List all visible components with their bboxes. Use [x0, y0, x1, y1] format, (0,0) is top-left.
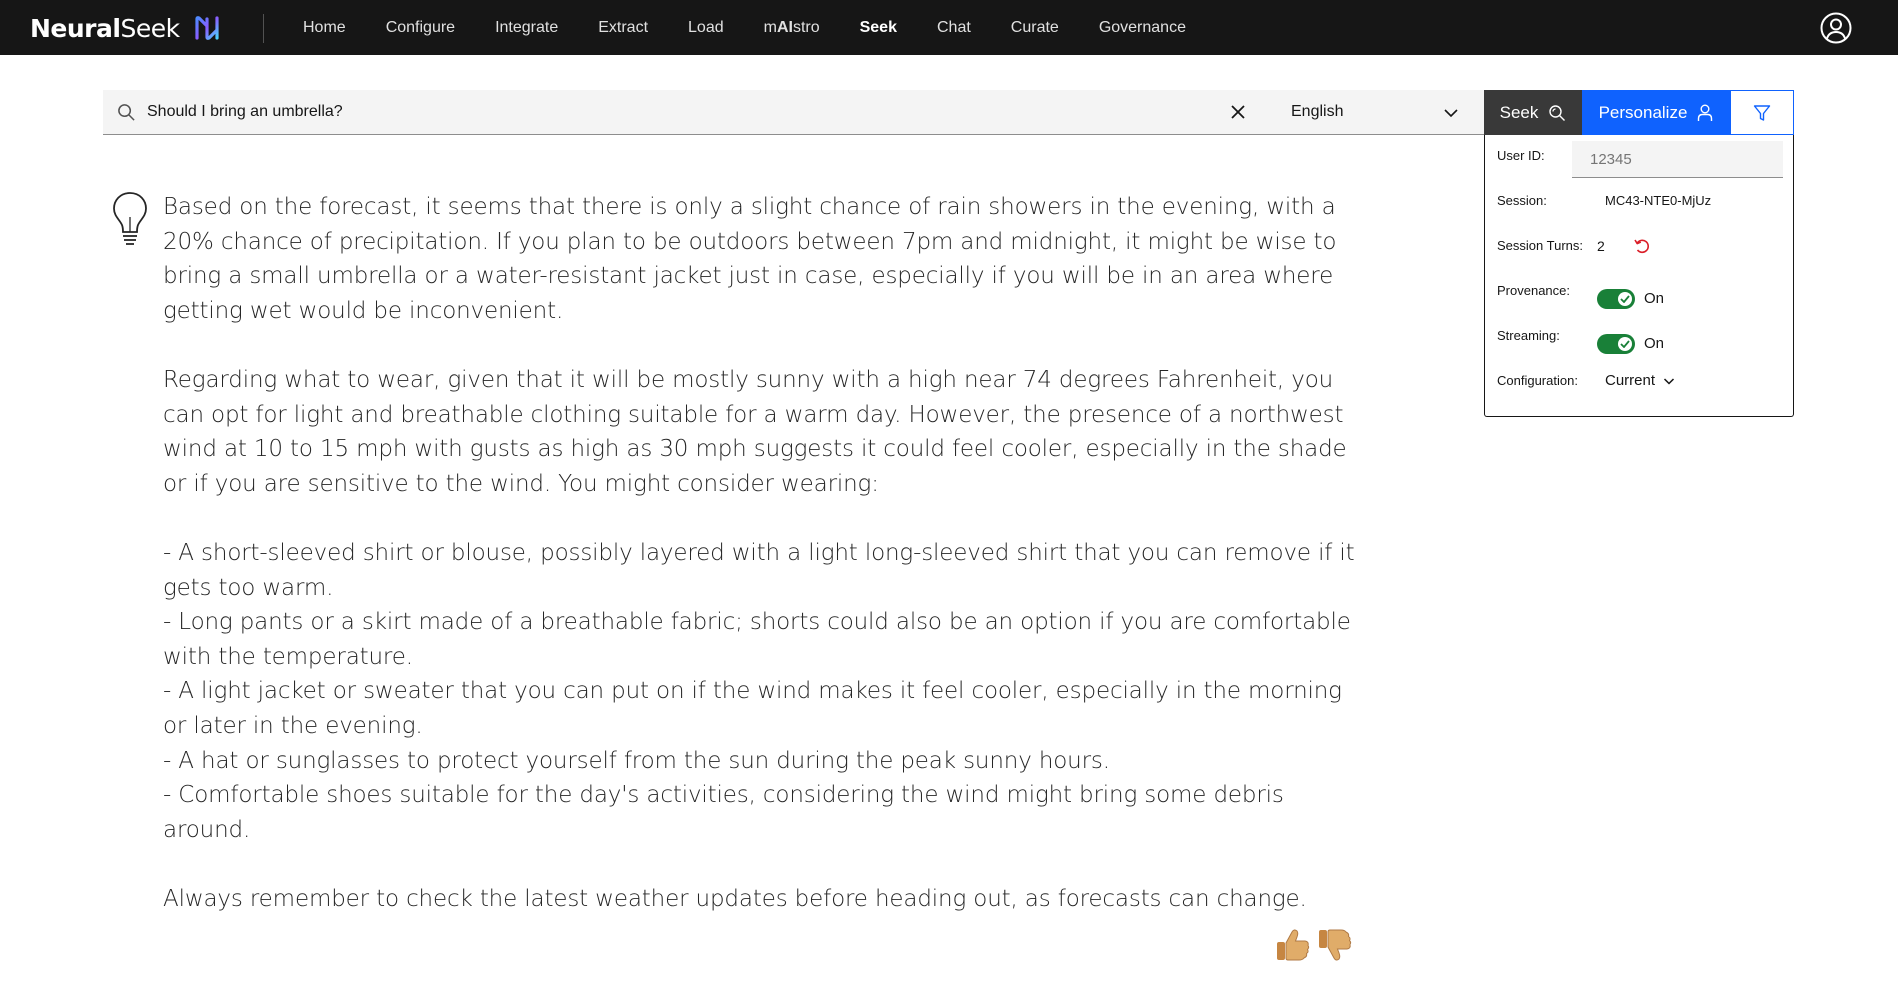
feedback-controls	[1274, 926, 1354, 964]
answer-paragraph: Regarding what to wear, given that it will be mostly sunny with a high near 74 degrees Fahrenheit, you can opt for light and breathable clothing suitable for a warm day. However, the presence of a northwest wind at 10 to 15 mph with gusts as high as 30 mph suggests it could feel cooler, especially in the shade or if you are sensitive to the wind. You might consider wearing:	[163, 366, 1347, 497]
lightbulb-icon	[110, 190, 150, 246]
main-nav	[283, 0, 1206, 55]
provenance-label: Provenance:	[1497, 283, 1570, 298]
session-value: MC43-NTE0-MjUz	[1605, 193, 1712, 208]
seek-button-label: Seek	[1499, 102, 1539, 122]
chevron-down-icon	[1663, 375, 1675, 387]
top-navigation-bar	[0, 0, 1898, 55]
brand-name: NeuralSeek	[30, 13, 180, 43]
answer-list-item: - A hat or sunglasses to protect yourself from the sun during the peak sunny hours.	[163, 747, 1110, 774]
nav-item-curate[interactable]: Curate	[1010, 19, 1059, 36]
provenance-value: On	[1644, 290, 1665, 307]
search-input[interactable]	[147, 90, 1297, 134]
personalize-button[interactable]	[1582, 90, 1730, 135]
answer-paragraph: Based on the forecast, it seems that there is only a slight chance of rain showers in the evening, with a 20% chance of precipitation. If you plan to be outdoors between 7pm and midnight, it might be wise to bring a small umbrella or a water-resistant jacket just in case, especially if you will be in an area where getting wet would be inconvenient.	[163, 194, 1337, 324]
answer-list-item: - A light jacket or sweater that you can put on if the wind makes it feel cooler, especially in the morning or later in the evening.	[163, 678, 1342, 739]
answer-list-item: - Long pants or a skirt made of a breathable fabric; shorts could also be an option if you are comfortable with the temperature.	[163, 609, 1351, 670]
close-icon[interactable]	[1229, 103, 1247, 121]
session-label: Session:	[1497, 193, 1547, 208]
answer-paragraph: Always remember to check the latest weather updates before heading out, as forecasts can change.	[163, 885, 1307, 912]
user-avatar-icon[interactable]	[1820, 12, 1852, 44]
seek-button[interactable]	[1484, 90, 1582, 135]
configuration-value: Current	[1605, 372, 1656, 389]
configuration-label: Configuration:	[1497, 373, 1578, 388]
filter-icon	[1753, 104, 1771, 122]
nav-item-configure[interactable]: Configure	[385, 19, 456, 36]
thumbs-up-icon[interactable]	[1274, 926, 1312, 964]
thumbs-down-icon[interactable]	[1316, 926, 1354, 964]
nav-item-load[interactable]: Load	[688, 19, 724, 36]
nav-divider	[263, 14, 264, 43]
user-id-label: User ID:	[1497, 148, 1545, 163]
neuralseek-logo-icon	[194, 14, 222, 42]
answer-list-item: - A short-sleeved shirt or blouse, possibly layered with a light long-sleeved shirt that you can remove if it gets too warm.	[163, 539, 1355, 601]
language-select[interactable]	[1273, 90, 1484, 134]
language-value: English	[1291, 103, 1344, 120]
nav-item-governance[interactable]: Governance	[1098, 19, 1186, 36]
nav-item-home[interactable]: Home	[303, 19, 346, 36]
user-icon	[1697, 104, 1713, 122]
filter-button[interactable]	[1730, 90, 1794, 135]
provenance-toggle[interactable]	[1597, 289, 1635, 309]
configuration-select[interactable]	[1605, 372, 1675, 389]
streaming-label: Streaming:	[1497, 328, 1560, 343]
chevron-down-icon	[1443, 105, 1459, 121]
personalize-button-label: Personalize	[1598, 102, 1688, 122]
session-turns-value: 2	[1597, 238, 1605, 254]
reset-icon[interactable]	[1633, 237, 1651, 255]
answer-list-item: - Comfortable shoes suitable for the day's activities, considering the wind might bring some debris around.	[163, 782, 1284, 843]
streaming-value: On	[1644, 335, 1665, 352]
search-bar	[103, 90, 1484, 135]
nav-item-integrate[interactable]: Integrate	[495, 19, 559, 36]
personalize-panel	[1484, 135, 1794, 417]
nav-item-chat[interactable]: Chat	[936, 19, 971, 36]
streaming-toggle[interactable]	[1597, 334, 1635, 354]
brand-logo[interactable]	[30, 14, 222, 42]
nav-item-seek[interactable]: Seek	[859, 19, 897, 36]
user-id-input[interactable]	[1572, 141, 1783, 178]
answer-text	[163, 190, 1363, 916]
nav-item-extract[interactable]: Extract	[598, 19, 649, 36]
nav-item-maistro[interactable]: mAIstro	[763, 19, 820, 36]
search-magnify-icon	[1548, 104, 1566, 122]
search-icon	[117, 103, 136, 122]
session-turns-label: Session Turns:	[1497, 238, 1583, 253]
